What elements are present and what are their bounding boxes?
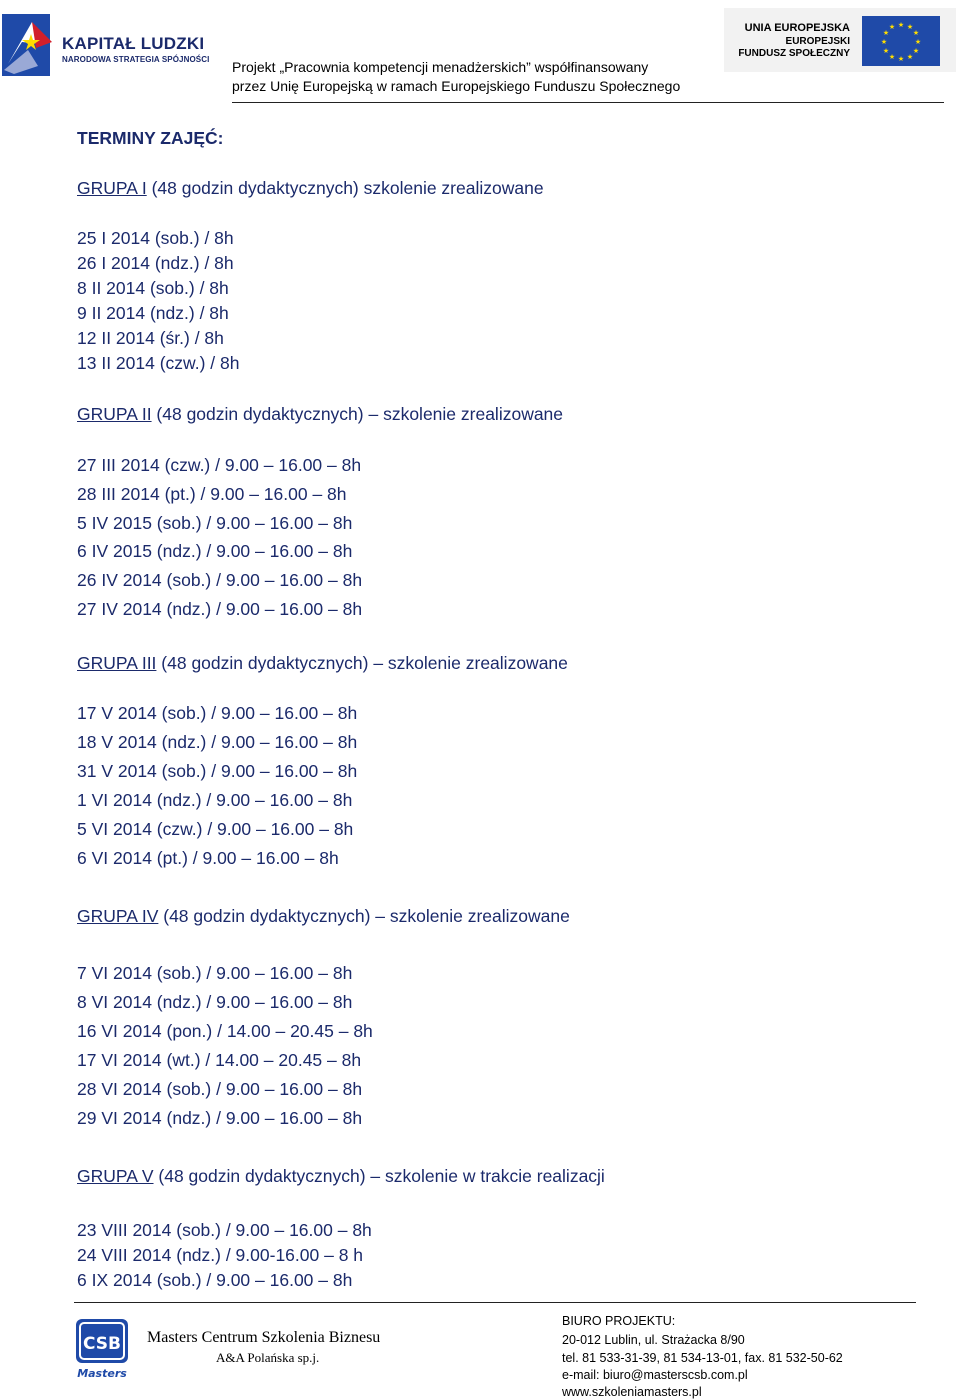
date-item: 27 III 2014 (czw.) / 9.00 – 16.00 – 8h xyxy=(77,455,362,475)
svg-text:★: ★ xyxy=(906,23,914,31)
svg-text:★: ★ xyxy=(882,47,890,55)
masters-logo-icon xyxy=(74,1317,130,1381)
date-item: 6 VI 2014 (pt.) / 9.00 – 16.00 – 8h xyxy=(77,848,339,868)
svg-text:★: ★ xyxy=(912,29,920,37)
group-name: GRUPA IV xyxy=(77,906,159,926)
date-item: 7 VI 2014 (sob.) / 9.00 – 16.00 – 8h xyxy=(77,963,353,983)
group-name: GRUPA III xyxy=(77,653,157,673)
date-item: 18 V 2014 (ndz.) / 9.00 – 16.00 – 8h xyxy=(77,732,358,752)
svg-text:★: ★ xyxy=(888,23,896,31)
group-name: GRUPA V xyxy=(77,1166,154,1186)
group-heading xyxy=(77,906,570,927)
svg-text:★: ★ xyxy=(897,55,905,63)
group-desc: (48 godzin dydaktycznych) – szkolenie zrealizowane xyxy=(151,404,564,424)
date-item: 5 IV 2015 (sob.) / 9.00 – 16.00 – 8h xyxy=(77,513,353,533)
project-line-1: Projekt „Pracownia kompetencji menadżerskich” współfinansowany xyxy=(232,59,649,75)
page-footer xyxy=(0,1300,960,1399)
date-item: 16 VI 2014 (pon.) / 14.00 – 20.45 – 8h xyxy=(77,1021,373,1041)
group-name: GRUPA I xyxy=(77,178,147,198)
eu-logo xyxy=(724,8,956,72)
svg-text:★: ★ xyxy=(912,47,920,55)
biuro-title: BIURO PROJEKTU: xyxy=(562,1314,676,1328)
date-item: 6 IV 2015 (ndz.) / 9.00 – 16.00 – 8h xyxy=(77,541,353,561)
svg-text:★: ★ xyxy=(888,53,896,61)
masters-logo xyxy=(74,1317,130,1381)
date-item: 24 VIII 2014 (ndz.) / 9.00-16.00 – 8 h xyxy=(77,1245,364,1265)
group-heading xyxy=(77,178,544,199)
date-item: 12 II 2014 (śr.) / 8h xyxy=(77,328,224,348)
date-item: 25 I 2014 (sob.) / 8h xyxy=(77,228,234,248)
date-item: 29 VI 2014 (ndz.) / 9.00 – 16.00 – 8h xyxy=(77,1108,363,1128)
date-item: 8 VI 2014 (ndz.) / 9.00 – 16.00 – 8h xyxy=(77,992,353,1012)
svg-text:★: ★ xyxy=(880,38,888,46)
date-item: 17 V 2014 (sob.) / 9.00 – 16.00 – 8h xyxy=(77,703,358,723)
group-heading xyxy=(77,653,568,674)
group-desc: (48 godzin dydaktycznych) – szkolenie zrealizowane xyxy=(156,653,568,673)
date-item: 26 IV 2014 (sob.) / 9.00 – 16.00 – 8h xyxy=(77,570,363,590)
date-item: 27 IV 2014 (ndz.) / 9.00 – 16.00 – 8h xyxy=(77,599,363,619)
date-item: 17 VI 2014 (wt.) / 14.00 – 20.45 – 8h xyxy=(77,1050,362,1070)
svg-text:★: ★ xyxy=(897,21,905,29)
page-title: TERMINY ZAJĘĆ: xyxy=(77,128,224,148)
eu-logo-line2: EUROPEJSKI xyxy=(785,36,850,47)
date-item: 31 V 2014 (sob.) / 9.00 – 16.00 – 8h xyxy=(77,761,358,781)
date-item: 26 I 2014 (ndz.) / 8h xyxy=(77,253,234,273)
kapital-ludzki-logo xyxy=(2,14,217,78)
kapital-ludzki-title: KAPITAŁ LUDZKI xyxy=(62,34,205,53)
header-divider xyxy=(232,102,944,103)
biuro-address: 20-012 Lublin, ul. Strażacka 8/90 xyxy=(562,1333,745,1347)
group-desc: (48 godzin dydaktycznych) szkolenie zrealizowane xyxy=(146,178,544,198)
masters-logo-text: Masters xyxy=(77,1367,127,1380)
svg-text:★: ★ xyxy=(906,53,914,61)
eu-flag-icon xyxy=(862,16,940,66)
biuro-email[interactable]: e-mail: biuro@masterscsb.com.pl xyxy=(562,1368,748,1382)
company-subname: A&A Polańska sp.j. xyxy=(216,1350,320,1365)
eu-logo-line3: FUNDUSZ SPOŁECZNY xyxy=(738,48,850,59)
page-header xyxy=(0,0,960,105)
date-item: 5 VI 2014 (czw.) / 9.00 – 16.00 – 8h xyxy=(77,819,354,839)
date-item: 1 VI 2014 (ndz.) / 9.00 – 16.00 – 8h xyxy=(77,790,353,810)
eu-logo-line1: UNIA EUROPEJSKA xyxy=(744,22,850,34)
svg-text:★: ★ xyxy=(882,29,890,37)
biuro-phones: tel. 81 533-31-39, 81 534-13-01, fax. 81 532-50-62 xyxy=(562,1351,843,1365)
group-desc: (48 godzin dydaktycznych) – szkolenie zrealizowane xyxy=(158,906,570,926)
date-item: 6 IX 2014 (sob.) / 9.00 – 16.00 – 8h xyxy=(77,1270,353,1290)
svg-text:CSB: CSB xyxy=(83,1334,121,1354)
date-item: 28 VI 2014 (sob.) / 9.00 – 16.00 – 8h xyxy=(77,1079,363,1099)
biuro-website[interactable]: www.szkoleniamasters.pl xyxy=(562,1385,702,1399)
kapital-ludzki-subtitle: NARODOWA STRATEGIA SPÓJNOŚCI xyxy=(62,55,210,64)
group-desc: (48 godzin dydaktycznych) – szkolenie w trakcie realizacji xyxy=(153,1166,605,1186)
date-item: 23 VIII 2014 (sob.) / 9.00 – 16.00 – 8h xyxy=(77,1220,372,1240)
company-name: Masters Centrum Szkolenia Biznesu xyxy=(147,1329,381,1346)
group-heading xyxy=(77,404,563,425)
date-item: 9 II 2014 (ndz.) / 8h xyxy=(77,303,229,323)
date-item: 28 III 2014 (pt.) / 9.00 – 16.00 – 8h xyxy=(77,484,347,504)
group-name: GRUPA II xyxy=(77,404,152,424)
group-heading xyxy=(77,1166,605,1187)
project-line-2: przez Unię Europejską w ramach Europejskiego Funduszu Społecznego xyxy=(232,78,681,94)
date-item: 8 II 2014 (sob.) / 8h xyxy=(77,278,229,298)
date-item: 13 II 2014 (czw.) / 8h xyxy=(77,353,240,373)
svg-text:★: ★ xyxy=(914,38,922,46)
kapital-ludzki-emblem-icon xyxy=(2,14,58,78)
